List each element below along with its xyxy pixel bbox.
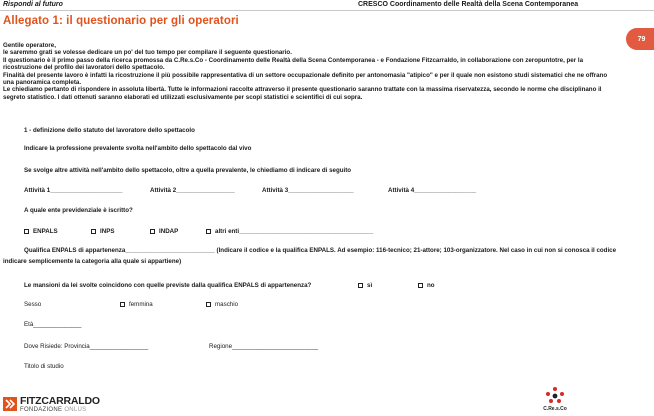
activity-1-field[interactable]: Attività 1_____________________ [24, 187, 123, 194]
page-number: 79 [637, 35, 646, 43]
option-label: no [427, 282, 435, 289]
activity-4-field[interactable]: Attività 4__________________ [388, 187, 477, 194]
option-indap[interactable] [150, 228, 178, 235]
cresco-label: C.Re.s.Co [543, 406, 567, 412]
cresco-figures-icon [544, 386, 566, 406]
option-label: altri enti_______________________________________ [215, 228, 374, 235]
intro-text [3, 42, 616, 101]
qualifica-paragraph: Qualifica ENPALS di appartenenza__________________________ (Indicare il codice e la qualifica ENPALS. Ad esempio: 116-tecnico; 21-attore; 103-organizzatore. Nel caso in cui non si conosca il codice indicare semplicemente la categoria alla quale si appartiene) [3, 247, 617, 265]
section-heading: 1 - definizione dello statuto del lavoratore dello spettacolo [24, 127, 195, 134]
option-label: INPS [100, 228, 115, 235]
option-label: INDAP [159, 228, 179, 235]
fitzcarraldo-mark-icon [3, 397, 17, 411]
page-number-badge [626, 28, 654, 50]
fitzcarraldo-name: FITZCARRALDO [20, 395, 100, 407]
option-label: maschio [215, 301, 239, 308]
activity-2-field[interactable]: Attività 2_________________ [150, 187, 235, 194]
option-maschio[interactable] [206, 301, 238, 308]
header-right-text: CRESCO Coordinamento delle Realtà della Scena Contemporanea [358, 1, 579, 8]
residenza-provincia-field[interactable]: Dove Risiede: Provincia_________________ [24, 343, 149, 350]
question-ente: A quale ente previdenziale è iscritto? [24, 207, 133, 214]
fitzcarraldo-logo [3, 396, 100, 413]
page-title: Allegato 1: il questionario per gli operatori [3, 15, 239, 27]
option-label: ENPALS [33, 228, 58, 235]
header-left-text: Rispondi al futuro [3, 1, 63, 8]
intro-paragraph: Finalità del presente lavoro è infatti la ricostruzione il più possibile rappresentativa di un settore occupazionale definito per antonomasia "atipico" e per il quale non esistono studi sistematici che ne offrano una panoramica completa. [3, 71, 608, 87]
sesso-label: Sesso [24, 301, 42, 308]
checkbox-icon[interactable] [120, 302, 125, 307]
checkbox-icon[interactable] [418, 283, 423, 288]
option-label: femmina [129, 301, 153, 308]
fitzcarraldo-subtitle: FONDAZIONE [20, 406, 63, 413]
checkbox-icon[interactable] [206, 302, 211, 307]
intro-paragraph: Il questionario è il primo passo della ricerca promossa da C.Re.s.Co - Coordinamento delle Realtà della Scena Contemporanea - e Fondazione Fitzcarraldo, in collaborazione con zeropuntotre, per la ricostruzione del profilo dei lavoratori dello spettacolo. [3, 56, 584, 72]
cresco-logo [540, 386, 570, 412]
eta-field[interactable]: Età______________ [24, 321, 82, 328]
option-inps[interactable] [91, 228, 114, 235]
checkbox-icon[interactable] [91, 229, 96, 234]
question-mansioni: Le mansioni da lei svolte coincidono con quelle previste dalla qualifica ENPALS di appartenenza? [24, 282, 312, 289]
titolo-studio-label: Titolo di studio [24, 363, 64, 370]
header-divider [0, 10, 654, 11]
option-altri-enti[interactable] [206, 228, 373, 235]
option-label: sì [367, 282, 373, 289]
intro-paragraph: Gentile operatore, [3, 42, 56, 49]
question-profession: Indicare la professione prevalente svolta nell'ambito dello spettacolo dal vivo [24, 145, 252, 152]
option-no[interactable] [418, 282, 435, 289]
checkbox-icon[interactable] [206, 229, 211, 234]
option-femmina[interactable] [120, 301, 153, 308]
regione-field[interactable]: Regione_________________________ [209, 343, 319, 350]
checkbox-icon[interactable] [358, 283, 363, 288]
fitzcarraldo-onlus: ONLUS [64, 406, 87, 413]
option-yes[interactable] [358, 282, 372, 289]
question-other-activities: Se svolge altre attività nell'ambito dello spettacolo, oltre a quella prevalente, le chiediamo di indicare di seguito [24, 167, 352, 174]
intro-paragraph: Le chiediamo pertanto di rispondere in assoluta libertà. Tutte le informazioni raccolte attraverso il presente questionario saranno trattate con la massima riservatezza, secondo le norme che disciplinano il segreto statistico. I dati ottenuti saranno elaborati ed utilizzati esclusivamente per scopi statistici e scientifici di cui sopra. [3, 86, 602, 101]
checkbox-icon[interactable] [150, 229, 155, 234]
checkbox-icon[interactable] [24, 229, 29, 234]
option-enpals[interactable] [24, 228, 58, 235]
intro-paragraph: le saremmo grati se volesse dedicare un po' del tuo tempo per compilare il seguente questionario. [3, 49, 292, 57]
activity-3-field[interactable]: Attività 3___________________ [262, 187, 354, 194]
